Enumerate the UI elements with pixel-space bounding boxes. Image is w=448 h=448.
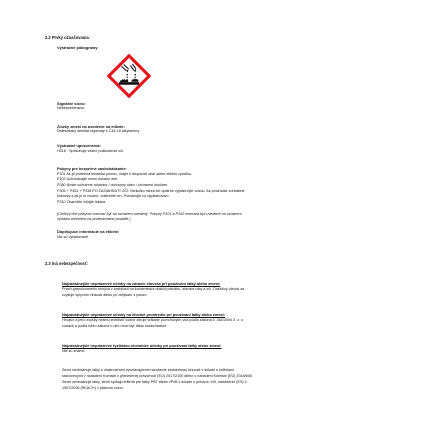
other-hazard-title: Najzávažnejšie nepriaznivé fyzikálno-chemické účinky pri používaní látky alebo zmesi: [62, 343, 222, 348]
hazard-statement: H318 · Spôsobuje vážne poškodenie očí. [57, 149, 125, 153]
precautionary-statement: šošovky a ak je to možné, odstráňte ich. Pokračujte vo vyplachovaní. [57, 194, 170, 198]
signal-word-label: Signálne slovo: [57, 101, 86, 106]
pbt-statement: stanovenými v nariadení Komisie v prenesenej právomoci (EÚ) 2017/2100 alebo v nariadení Komisie (EÚ) 2018/605. [62, 374, 253, 378]
hazard-statements-label: Výstražné upozornenia: [57, 143, 101, 148]
pictograms-label: Výstražné piktogramy: [57, 45, 99, 50]
precautionary-statement: P310 Okamžite volajte lekára. [57, 200, 106, 204]
precautionary-statement: P101 Ak je potrebná lekárska pomoc, majte k dispozícii obal alebo etiketu výrobku. [57, 172, 193, 176]
section-2-3-heading: 2.3 Iná nebezpečnosť: [45, 261, 89, 266]
other-hazard-text: vodách a podľa tohto zákona o nim musí byť takto zaobchádzať. [62, 324, 168, 328]
other-hazard-text: Hnojivo a jeho zvyšky nesmú znečistiť vodné zdroje vrátane povrchových vôd podľa zákona č. 364/2004 Z. z. o [62, 318, 244, 322]
precautionary-note: (Cieľový text pokynov nemusí byť na označení uvedený. Pokyny P101 a P102 nemusia byť uvedené na označení [57, 212, 242, 216]
components-label: Zložky zmesi na uvedenie na etikete: [57, 124, 125, 129]
other-hazard-text: Nie sú známe. [62, 349, 86, 353]
supplementary-info-value: Nie sú vyžadované [57, 235, 89, 239]
precautionary-statement: P102 Uchovávajte mimo dosahu detí. [57, 177, 119, 181]
other-hazard-title: Najzávažnejšie nepriaznivé účinky na životné prostredie pri používaní látky alebo zmesi: [62, 312, 226, 317]
other-hazard-title: Najzávažnejšie nepriaznivé účinky na zdravie človeka pri používaní látky alebo zmesi: [62, 281, 221, 286]
ghs05-corrosion-icon [107, 54, 151, 98]
other-hazard-text: zvyšuje vplyvom vlhkosti alebo pri dotykaní s potom. [62, 293, 148, 297]
other-hazard-text: Prach granulovaného hnojiva v závislosti na koncentrácii dráždi pokožku, sliznice ústy a očí. Dráždivý účinok sa [62, 287, 245, 291]
precautionary-statement: P280 Noste ochranné rukavice / ochranný odev / ochranné okuliare. [57, 183, 169, 187]
pbt-statement: Zmes neobsahuje látky, ktoré spĺňajú kritériá pre látky PBT alebo vPvB v súlade s prílohou XIII, nariadenie (ES) č. [62, 380, 248, 384]
pbt-statement: Zmes neobsahuje látky s vlastnosťami vyvolávajúcimi narušenie endokrinnej činnosti v súlade s kritériami [62, 368, 234, 372]
precautionary-statements-label: Pokyny pre bezpečné zaobchádzanie: [57, 166, 127, 171]
components-line: Ďalekotlaký destilát vápenatý s C16-18 alkylamíny. [57, 129, 140, 133]
pbt-statement: 1907/2006 (REACH) v platnom znení. [62, 386, 124, 390]
section-2-2-heading: 2.2 Prvky označovania: [45, 35, 91, 40]
signal-word-value: Nebezpečenstvo [57, 106, 85, 110]
supplementary-info-label: Doplňujúce informácie na etikete: [57, 229, 120, 234]
precautionary-statement: P305 + P351 + P338 PO ZASIAHNUTÍ OČÍ: Niekoľko minút ich opatrne vyplachujte vodou. Ak používate kontaktné [57, 189, 245, 193]
precautionary-note: výrobku určeného na profesionálne použitie.) [57, 217, 131, 221]
